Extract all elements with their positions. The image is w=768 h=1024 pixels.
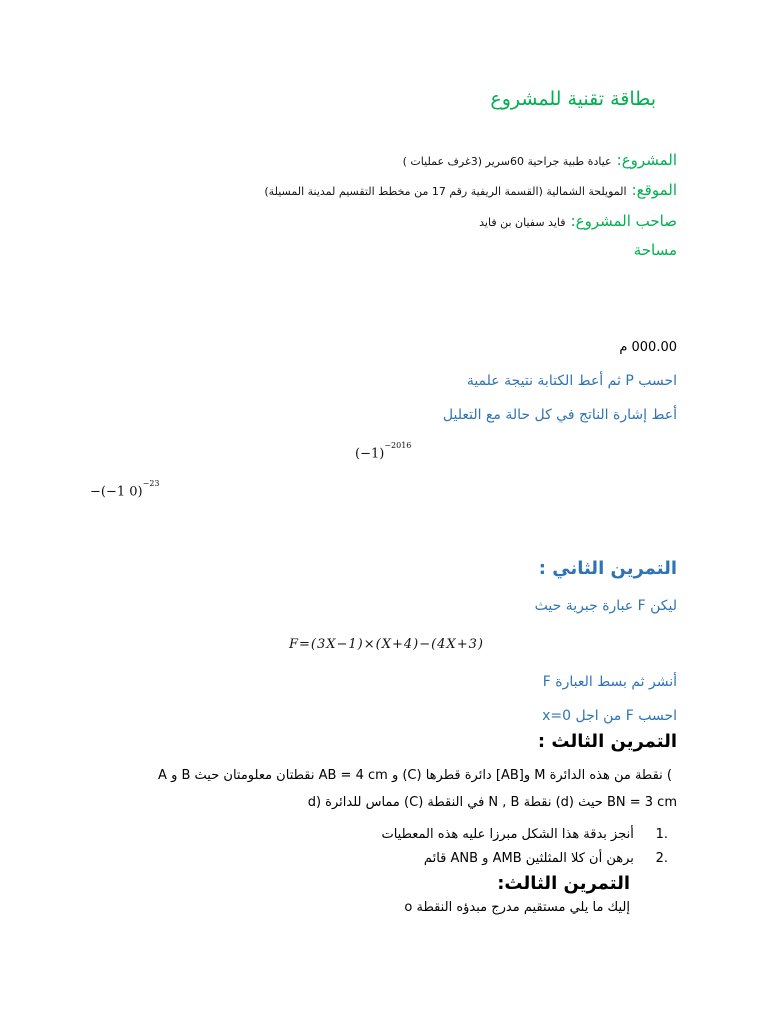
ex2-line2: أنشر ثم بسط العبارة F [542,674,677,690]
expr2-exponent: −23 [142,479,160,488]
expr1-exponent: −2016 [384,441,412,450]
ex3-item-2 [424,851,668,866]
ex2-formula: F=(3X−1)×(X+4)−(4X+3) [289,637,484,652]
area-label: مساحة [633,241,677,259]
ex3-line2: d) مماس للدائرة (C) في النقطة N , B نقطة (d) حيث BN = 3 cm [307,795,677,810]
location-label: الموقع: [631,181,677,199]
ex2-line1: ليكن F عبارة جبرية حيث [534,598,677,614]
ex1-expression-1 [355,441,412,462]
ex3-item-1-number: .1 [655,827,668,842]
location-value: المويلحة الشمالية (القسمة الريفية رقم 17 من مخطط التقسيم لمدينة المسيلة) [264,185,627,198]
ex3-item-1-text: أنجز بدقة هذا الشكل مبرزا عليه هذه المعطيات [381,827,634,842]
location-line [264,180,677,199]
ex3-item-2-text: برهن أن كلا المثلثين AMB و ANB قائم [423,851,634,866]
owner-value: فايد سفيان بن فايد [479,216,566,229]
ex2-line3: احسب F من اجل x=0 [542,708,677,724]
expr2-base: −(−1 0) [90,484,143,500]
owner-line [479,211,677,230]
ex4-title: التمرين الثالث: [497,873,630,894]
area-value: 000.00 م [619,340,677,355]
card-title: بطاقة تقنية للمشروع [490,88,656,110]
project-value: عيادة طبية جراحية 60سرير (3غرف عمليات ) [402,155,612,168]
owner-label: صاحب المشروع: [570,212,677,230]
ex1-line1: احسب P ثم أعط الكتابة نتيجة علمية [466,373,677,389]
ex1-expression-2 [90,479,160,500]
project-label: المشروع: [616,151,677,169]
ex2-title: التمرين الثاني : [538,558,677,579]
ex3-item-1 [381,827,668,842]
expr1-base: (−1) [355,446,385,462]
ex4-line1: إليك ما يلي مستقيم مدرج مبدؤه النقطة o [404,900,630,915]
ex1-line2: أعط إشارة الناتج في كل حالة مع التعليل [442,407,677,423]
project-line [403,150,677,169]
ex3-line1: A و B نقطتان معلومتان حيث AB = 4 cm و (C) دائرة قطرها [AB]و M نقطة من هذه الدائرة ( [158,768,672,783]
ex3-item-2-number: .2 [655,851,668,866]
ex3-title: التمرين الثالث : [537,731,677,752]
